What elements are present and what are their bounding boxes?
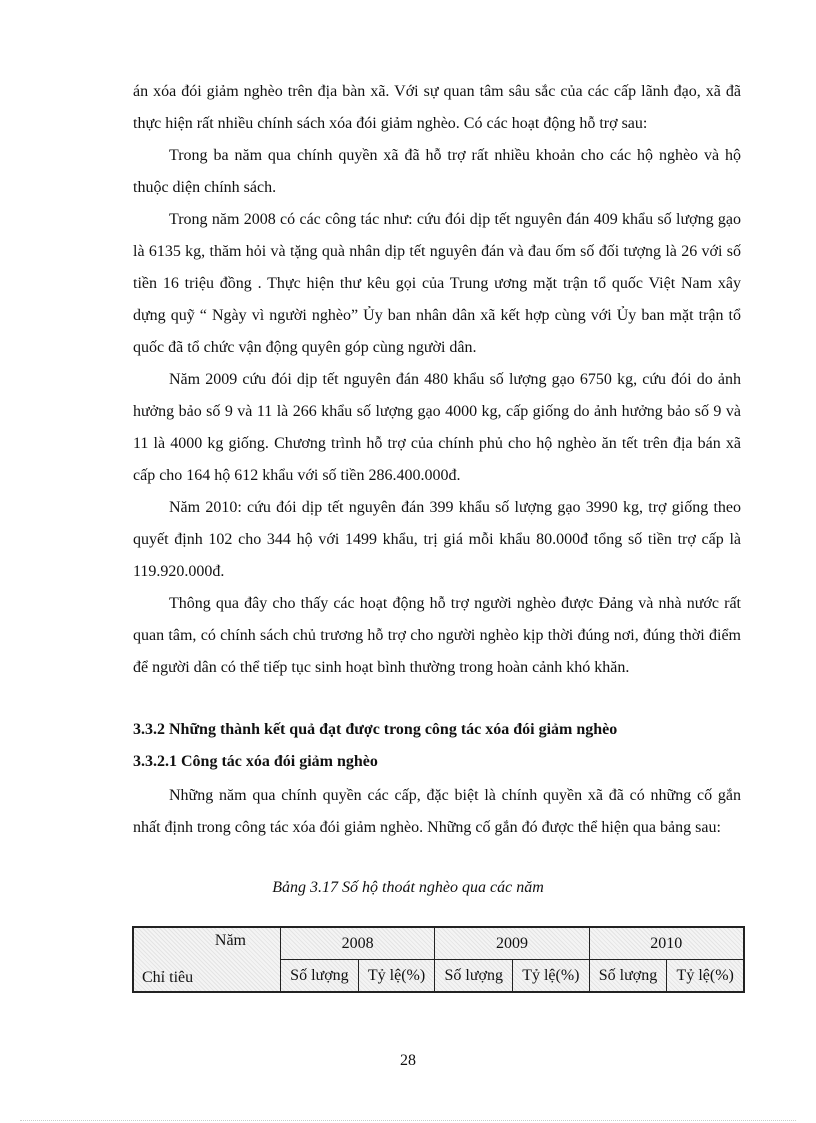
page-number: 28	[400, 1052, 416, 1069]
sub-header-rate: Tỷ lệ(%)	[358, 960, 434, 993]
paragraph-2009: Năm 2009 cứu đói dịp tết nguyên đán 480 khẩu số lượng gạo 6750 kg, cứu đói do ảnh hưởng bảo số 9 và 11 là 266 khẩu số lượng gạo 4000 kg, cấp giống do ảnh hưởng bảo số 9 và 11 là 4000 kg giống. Chương trình hỗ trợ của chính phủ cho hộ nghèo ăn tết trên địa bán xã cấp cho 164 hộ 612 khẩu với số tiền 286.400.000đ.	[133, 371, 741, 484]
year-header-2010: 2010	[589, 927, 744, 960]
sub-header-quantity: Số lượng	[589, 960, 667, 993]
poverty-exit-table	[132, 926, 745, 993]
table-caption: Bảng 3.17 Số hộ thoát nghèo qua các năm	[272, 879, 544, 896]
page-bottom-divider	[20, 1120, 796, 1121]
paragraph-intro: án xóa đói giảm nghèo trên địa bàn xã. Với sự quan tâm sâu sắc của các cấp lãnh đạo, xã đã thực hiện rất nhiều chính sách xóa đói giảm nghèo. Có các hoạt động hỗ trợ sau:	[133, 83, 741, 132]
table-corner-cell	[133, 927, 281, 992]
paragraph-table-intro: Những năm qua chính quyền các cấp, đặc biệt là chính quyền xã đã có những cố gắn nhất định trong công tác xóa đói giảm nghèo. Những cố gắn đó được thể hiện qua bảng sau:	[133, 787, 741, 836]
table-header-row-years	[133, 927, 744, 960]
sub-header-quantity: Số lượng	[281, 960, 359, 993]
paragraph-2010: Năm 2010: cứu đói dịp tết nguyên đán 399 khẩu số lượng gạo 3990 kg, trợ giống theo quyết định 102 cho 344 hộ với 1499 khẩu, trị giá mỗi khẩu 80.000đ tổng số tiền trợ cấp là 119.920.000đ.	[133, 499, 741, 580]
paragraph-2008: Trong năm 2008 có các công tác như: cứu đói dịp tết nguyên đán 409 khẩu số lượng gạo là 6135 kg, thăm hỏi và tặng quà nhân dịp tết nguyên đán và đau ốm số đối tượng là 26 với số tiền 16 triệu đồng . Thực hiện thư kêu gọi của Trung ương mặt trận tổ quốc Việt Nam xây dựng quỹ “ Ngày vì người nghèo” Ủy ban nhân dân xã kết hợp cùng với Ủy ban mặt trận tổ quốc đã tổ chức vận động quyên góp cùng người dân.	[133, 211, 741, 356]
paragraph-conclusion: Thông qua đây cho thấy các hoạt động hỗ trợ người nghèo được Đảng và nhà nước rất quan tâm, có chính sách chủ trương hỗ trợ cho người nghèo kịp thời đúng nơi, đúng thời điểm để người dân có thể tiếp tục sinh hoạt bình thường trong hoàn cảnh khó khăn.	[133, 595, 741, 676]
corner-label-indicator: Chỉ tiêu	[142, 969, 194, 986]
paragraph-support-overview: Trong ba năm qua chính quyền xã đã hỗ trợ rất nhiều khoản cho các hộ nghèo và hộ thuộc diện chính sách.	[133, 147, 741, 196]
section-heading-3-3-2-1: 3.3.2.1 Công tác xóa đói giảm nghèo	[133, 753, 378, 770]
sub-header-rate: Tỷ lệ(%)	[667, 960, 744, 993]
corner-label-year: Năm	[214, 932, 246, 949]
section-heading-3-3-2: 3.3.2 Những thành kết quả đạt được trong công tác xóa đói giảm nghèo	[133, 721, 618, 738]
year-header-2009: 2009	[435, 927, 589, 960]
sub-header-rate: Tỷ lệ(%)	[513, 960, 589, 993]
sub-header-quantity: Số lượng	[435, 960, 513, 993]
year-header-2008: 2008	[281, 927, 435, 960]
